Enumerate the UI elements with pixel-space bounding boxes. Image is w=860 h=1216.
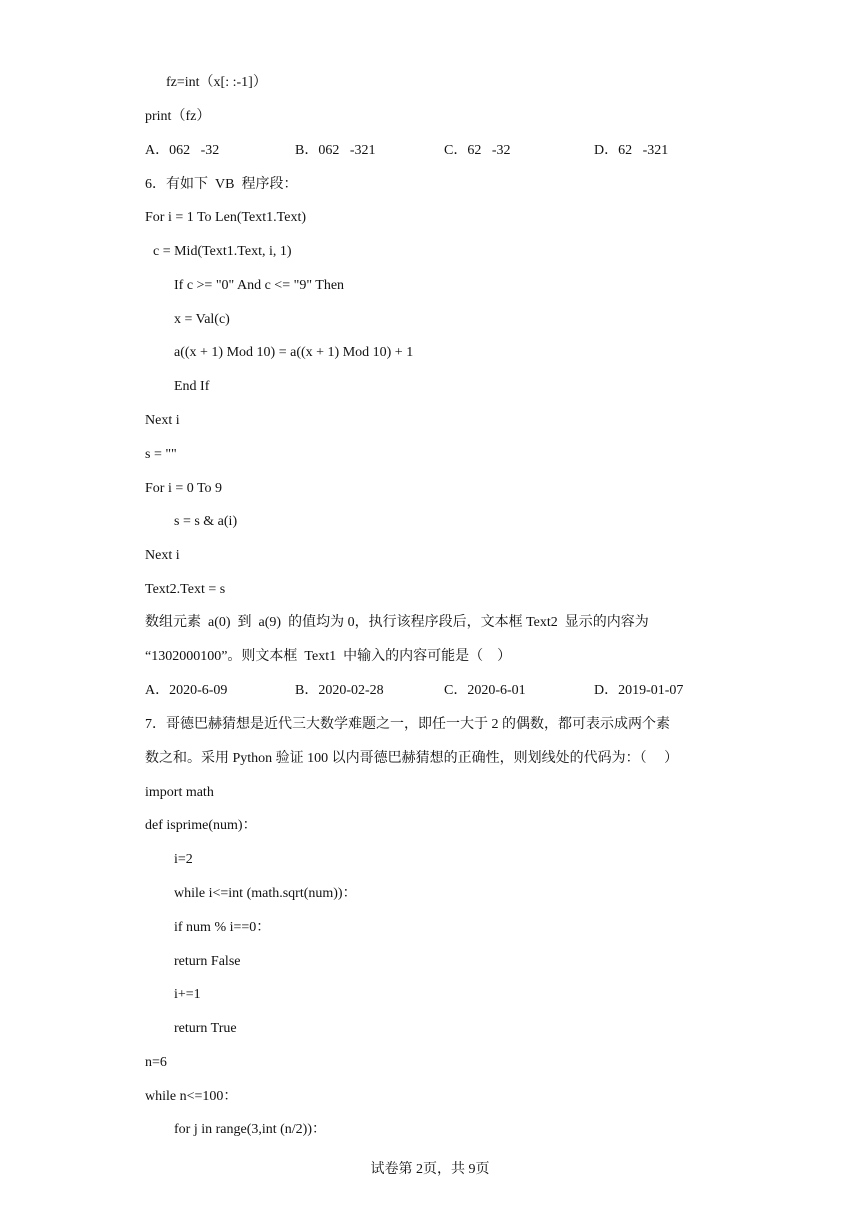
code-line: Next i: [145, 548, 180, 563]
code-line: if num % i==0：: [174, 920, 271, 935]
question-stem: 7．哥德巴赫猜想是近代三大数学难题之一，即任一大于 2 的偶数，都可表示成两个素: [145, 717, 670, 732]
code-line: return True: [174, 1021, 237, 1036]
code-line: i+=1: [174, 987, 201, 1002]
code-line: print（fz）: [145, 109, 211, 124]
question-text: 数组元素 a(0) 到 a(9) 的值均为 0，执行该程序段后，文本框 Text2 显示的内容为: [145, 615, 649, 630]
code-line: c = Mid(Text1.Text, i, 1): [153, 244, 292, 259]
option-c: C．2020-6-01: [444, 683, 526, 698]
code-line: for j in range(3,int (n/2))：: [174, 1122, 327, 1137]
option-d: D．2019-01-07: [594, 683, 684, 698]
code-line: If c >= "0" And c <= "9" Then: [174, 278, 345, 293]
question-text: “1302000100”。则文本框 Text1 中输入的内容可能是（ ）: [145, 649, 512, 664]
code-line: For i = 0 To 9: [145, 481, 223, 496]
code-line: Next i: [145, 413, 180, 428]
code-line: while i<=int (math.sqrt(num))：: [174, 886, 357, 901]
code-line: s = "": [145, 447, 177, 462]
code-line: x = Val(c): [174, 312, 230, 327]
code-line: n=6: [145, 1055, 167, 1070]
page-footer: 试卷第 2页，共 9页: [370, 1162, 490, 1177]
code-line: s = s & a(i): [174, 514, 238, 529]
code-line: def isprime(num)：: [145, 818, 257, 833]
code-line: return False: [174, 954, 241, 969]
option-b: B．2020-02-28: [295, 683, 384, 698]
option-d: D．62 -321: [594, 143, 669, 158]
code-line: while n<=100：: [145, 1089, 238, 1104]
code-line: a((x + 1) Mod 10) = a((x + 1) Mod 10) + 1: [174, 345, 414, 360]
code-line: fz=int（x[: :-1]）: [166, 75, 267, 90]
option-a: A．062 -32: [145, 143, 220, 158]
code-line: i=2: [174, 852, 193, 867]
question-stem: 数之和。采用 Python 验证 100 以内哥德巴赫猜想的正确性，则划线处的代码为：（ ）: [145, 751, 679, 766]
code-line: For i = 1 To Len(Text1.Text): [145, 210, 306, 225]
option-c: C．62 -32: [444, 143, 511, 158]
code-line: import math: [145, 785, 214, 800]
code-line: End If: [174, 379, 210, 394]
code-line: Text2.Text = s: [145, 582, 226, 597]
option-b: B．062 -321: [295, 143, 376, 158]
option-a: A．2020-6-09: [145, 683, 228, 698]
question-stem: 6．有如下 VB 程序段：: [145, 177, 298, 192]
